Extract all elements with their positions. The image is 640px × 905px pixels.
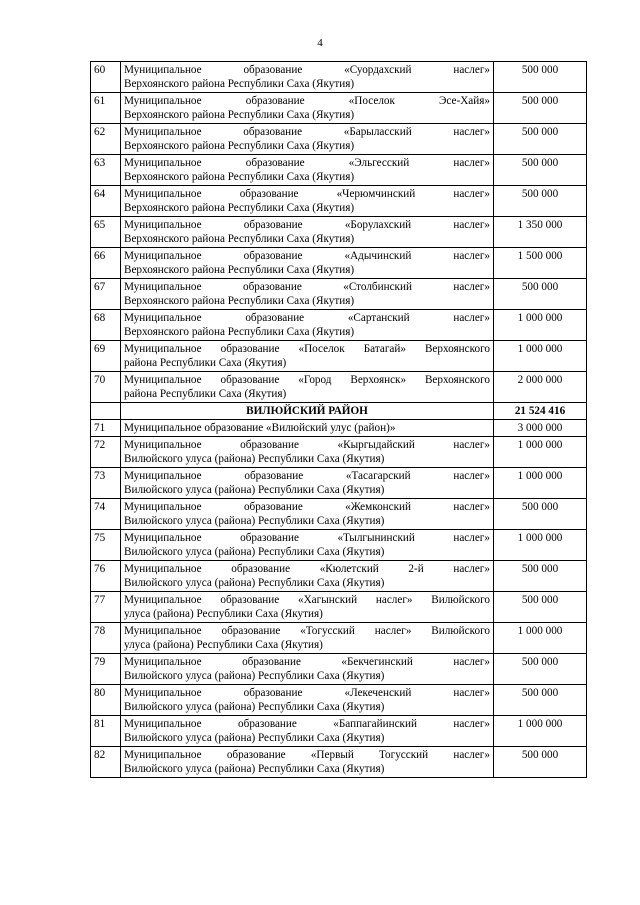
row-amount: 1 000 000 <box>494 530 587 561</box>
row-number: 62 <box>91 124 121 155</box>
row-description-line-1: Муниципальное образование «Хагынский наслег» Вилюйского <box>124 594 490 606</box>
row-description-line-1: Муниципальное образование «Бекчегинский наслег» <box>124 656 490 668</box>
row-description <box>121 248 494 279</box>
table-row <box>91 468 587 499</box>
row-description-line-2: Вилюйского улуса (района) Республики Саха (Якутия) <box>124 546 385 558</box>
row-description <box>121 592 494 623</box>
row-amount: 500 000 <box>494 561 587 592</box>
table-row <box>91 420 587 437</box>
row-number: 60 <box>91 62 121 93</box>
row-number: 66 <box>91 248 121 279</box>
table-body <box>91 62 587 778</box>
section-amount: 21 524 416 <box>494 403 587 420</box>
row-description-line-1: Муниципальное образование «Борулахский наслег» <box>124 219 490 231</box>
row-description-line-1: Муниципальное образование «Суордахский наслег» <box>124 64 490 76</box>
table-row <box>91 310 587 341</box>
row-description-line-2: улуса (района) Республики Саха (Якутия) <box>124 639 323 651</box>
row-amount: 500 000 <box>494 93 587 124</box>
row-description-line-1: Муниципальное образование «Тасагарский наслег» <box>124 470 490 482</box>
row-number: 65 <box>91 217 121 248</box>
row-amount: 500 000 <box>494 62 587 93</box>
row-number: 70 <box>91 372 121 403</box>
table-row <box>91 279 587 310</box>
table-row <box>91 561 587 592</box>
row-number: 77 <box>91 592 121 623</box>
row-description-line-1: Муниципальное образование «Барыласский наслег» <box>124 126 490 138</box>
row-amount: 3 000 000 <box>494 420 587 437</box>
row-number: 76 <box>91 561 121 592</box>
row-number: 69 <box>91 341 121 372</box>
row-description-line-1: Муниципальное образование «Адычинский наслег» <box>124 250 490 262</box>
row-description <box>121 155 494 186</box>
row-description-line-2: улуса (района) Республики Саха (Якутия) <box>124 608 323 620</box>
row-amount: 500 000 <box>494 124 587 155</box>
row-description-line-1: Муниципальное образование «Лекеченский наслег» <box>124 687 490 699</box>
row-description <box>121 124 494 155</box>
row-description-line-2: Верхоянского района Республики Саха (Якутия) <box>124 202 355 214</box>
row-amount: 1 000 000 <box>494 437 587 468</box>
row-amount: 500 000 <box>494 592 587 623</box>
section-row <box>91 403 587 420</box>
row-amount: 1 000 000 <box>494 310 587 341</box>
row-description-line-2: Вилюйского улуса (района) Республики Саха (Якутия) <box>124 515 385 527</box>
row-description <box>121 62 494 93</box>
row-description-line-1: Муниципальное образование «Сартанский наслег» <box>124 312 490 324</box>
row-amount: 500 000 <box>494 279 587 310</box>
row-number: 81 <box>91 716 121 747</box>
table-row <box>91 437 587 468</box>
table-row <box>91 747 587 778</box>
row-amount: 1 500 000 <box>494 248 587 279</box>
row-description-line-2: Вилюйского улуса (района) Республики Саха (Якутия) <box>124 670 385 682</box>
row-description-line-2: Верхоянского района Республики Саха (Якутия) <box>124 78 355 90</box>
row-description-line-2: Вилюйского улуса (района) Республики Саха (Якутия) <box>124 763 385 775</box>
table-row <box>91 499 587 530</box>
row-description-line-1: Муниципальное образование «Черюмчинский наслег» <box>124 188 490 200</box>
row-description <box>121 310 494 341</box>
section-num-cell <box>91 403 121 420</box>
row-description-line-2: района Республики Саха (Якутия) <box>124 357 287 369</box>
row-description-line-1: Муниципальное образование «Город Верхоянск» Верхоянского <box>124 374 490 386</box>
row-description-line-2: Верхоянского района Республики Саха (Якутия) <box>124 233 355 245</box>
row-description-line-1: Муниципальное образование «Первый Тогусский наслег» <box>124 749 490 761</box>
row-description-line-2: Верхоянского района Республики Саха (Якутия) <box>124 109 355 121</box>
table-row <box>91 62 587 93</box>
row-description-line-1: Муниципальное образование «Баппагайинский наслег» <box>124 718 490 730</box>
table-row <box>91 186 587 217</box>
row-number: 79 <box>91 654 121 685</box>
row-amount: 1 000 000 <box>494 341 587 372</box>
table-row <box>91 654 587 685</box>
row-description-line-2: района Республики Саха (Якутия) <box>124 388 287 400</box>
row-description-line-2: Вилюйского улуса (района) Республики Саха (Якутия) <box>124 732 385 744</box>
table-row <box>91 217 587 248</box>
row-description-line-2: Вилюйского улуса (района) Республики Саха (Якутия) <box>124 577 385 589</box>
page-number: 4 <box>317 37 323 49</box>
table-row <box>91 372 587 403</box>
row-description <box>121 341 494 372</box>
table-row <box>91 685 587 716</box>
row-amount: 500 000 <box>494 685 587 716</box>
row-number: 74 <box>91 499 121 530</box>
row-description-line-1: Муниципальное образование «Столбинский наслег» <box>124 281 490 293</box>
row-description-line-1: Муниципальное образование «Тылгынинский наслег» <box>124 532 490 544</box>
row-description-line-1: Муниципальное образование «Тогусский наслег» Вилюйского <box>124 625 490 637</box>
row-description <box>121 468 494 499</box>
row-description <box>121 499 494 530</box>
row-description-line-2: Верхоянского района Республики Саха (Якутия) <box>124 264 355 276</box>
row-description <box>121 530 494 561</box>
row-number: 82 <box>91 747 121 778</box>
row-description <box>121 654 494 685</box>
row-description <box>121 685 494 716</box>
row-description-line-1: Муниципальное образование «Кюлетский 2-й наслег» <box>124 563 490 575</box>
table-row <box>91 124 587 155</box>
row-amount: 1 000 000 <box>494 623 587 654</box>
row-description-line-1: Муниципальное образование «Поселок Эсе-Хайя» <box>124 95 490 107</box>
row-amount: 2 000 000 <box>494 372 587 403</box>
row-amount: 500 000 <box>494 747 587 778</box>
table-row <box>91 530 587 561</box>
row-number: 72 <box>91 437 121 468</box>
row-description-line-1: Муниципальное образование «Жемконский наслег» <box>124 501 490 513</box>
row-amount: 1 000 000 <box>494 468 587 499</box>
row-number: 78 <box>91 623 121 654</box>
section-title: ВИЛЮЙСКИЙ РАЙОН <box>121 403 494 420</box>
row-number: 63 <box>91 155 121 186</box>
row-description <box>121 217 494 248</box>
allocation-table <box>90 61 587 778</box>
row-amount: 500 000 <box>494 654 587 685</box>
row-description-line-2: Верхоянского района Республики Саха (Якутия) <box>124 140 355 152</box>
row-amount: 500 000 <box>494 186 587 217</box>
row-amount: 1 350 000 <box>494 217 587 248</box>
row-description <box>121 716 494 747</box>
row-number: 68 <box>91 310 121 341</box>
row-description-line-2: Вилюйского улуса (района) Республики Саха (Якутия) <box>124 484 385 496</box>
row-amount: 1 000 000 <box>494 716 587 747</box>
row-description-line-2: Вилюйского улуса (района) Республики Саха (Якутия) <box>124 701 385 713</box>
row-description-line-2: Вилюйского улуса (района) Республики Саха (Якутия) <box>124 453 385 465</box>
row-amount: 500 000 <box>494 155 587 186</box>
row-number: 80 <box>91 685 121 716</box>
table-row <box>91 155 587 186</box>
row-description <box>121 561 494 592</box>
row-description-line-1: Муниципальное образование «Эльгесский наслег» <box>124 157 490 169</box>
row-description <box>121 93 494 124</box>
row-description <box>121 372 494 403</box>
row-description-line-2: Верхоянского района Республики Саха (Якутия) <box>124 171 355 183</box>
row-description <box>121 623 494 654</box>
row-number: 67 <box>91 279 121 310</box>
row-number: 73 <box>91 468 121 499</box>
row-description-line-1: Муниципальное образование «Поселок Батагай» Верхоянского <box>124 343 490 355</box>
table-row <box>91 592 587 623</box>
row-description <box>121 186 494 217</box>
row-description <box>121 279 494 310</box>
table-row <box>91 93 587 124</box>
row-number: 71 <box>91 420 121 437</box>
table-row <box>91 248 587 279</box>
row-description-line-2: Верхоянского района Республики Саха (Якутия) <box>124 326 355 338</box>
row-description-line-1: Муниципальное образование «Кыргыдайский наслег» <box>124 439 490 451</box>
table-row <box>91 341 587 372</box>
row-number: 64 <box>91 186 121 217</box>
row-description <box>121 747 494 778</box>
table-row <box>91 623 587 654</box>
row-description-line-2: Верхоянского района Республики Саха (Якутия) <box>124 295 355 307</box>
row-amount: 500 000 <box>494 499 587 530</box>
row-description: Муниципальное образование «Вилюйский улус (район)» <box>121 420 494 437</box>
row-number: 61 <box>91 93 121 124</box>
row-description <box>121 437 494 468</box>
row-number: 75 <box>91 530 121 561</box>
table-row <box>91 716 587 747</box>
